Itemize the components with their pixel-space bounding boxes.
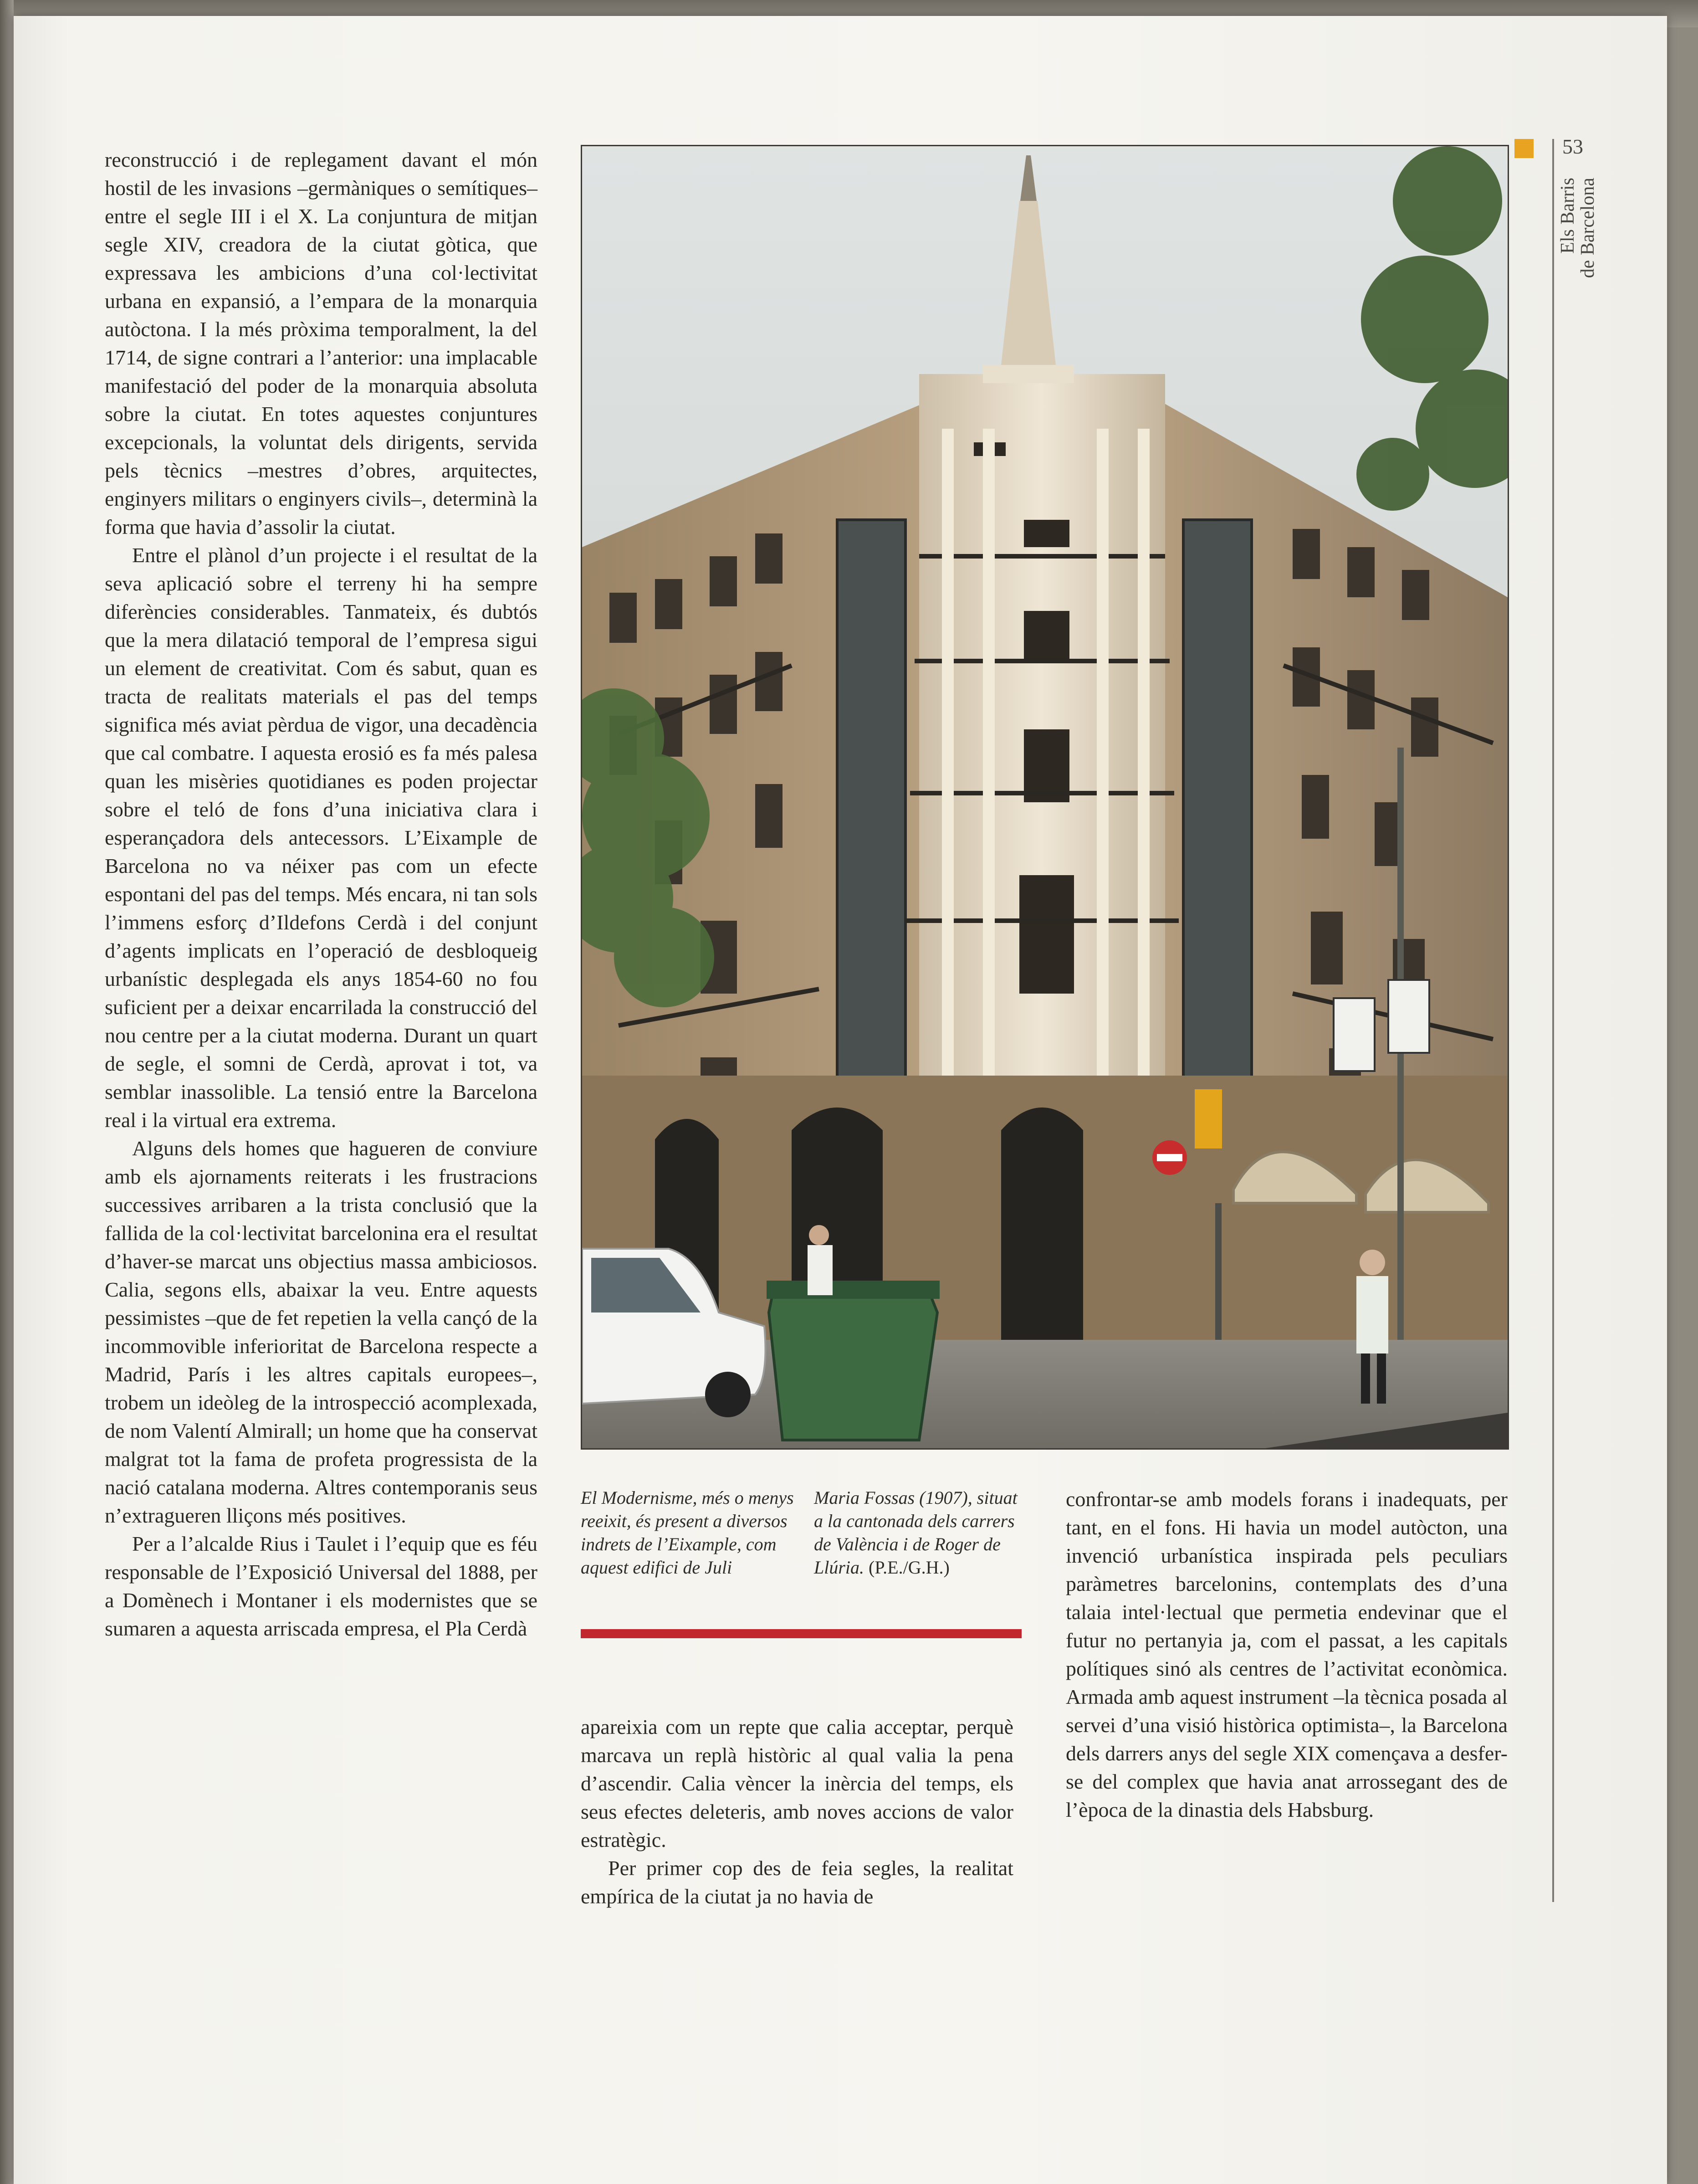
- text-column-2: [581, 1713, 1013, 1911]
- paragraph: apareixia com un repte que calia acceptar, perquè marcava un replà històric al qual valia la pena d’ascendir. Calia vèncer la inèrcia del temps, els seus efectes deleteris, amb noves accions de valor estratègic.: [581, 1715, 1013, 1851]
- running-title: [1558, 178, 1599, 305]
- photo-caption-part-2: [814, 1486, 1028, 1579]
- photo-caption-part-1: El Modernisme, més o menys reeixit, és present a diversos indrets de l’Eixample, com aquest edifici de Juli: [581, 1487, 794, 1578]
- margin-rule: [1552, 139, 1554, 1902]
- building-photo: [581, 145, 1509, 1450]
- running-title-line-2: de Barcelona: [1577, 178, 1598, 278]
- paragraph: confrontar-se amb models forans i inadequats, per tant, en el fons. Hi havia un model autòcton, una invenció urbanística inspirada pels peculiars paràmetres barcelonins, contemplats des d’una talaia intel·lectual que permetia endevinar que el futur no pertanyia ja, com el passat, a les capitals polítiques sinó als centres de l’activitat econòmica. Armada amb aquest instrument –la tècnica posada al servei d’una visió històrica optimista–, la Barcelona dels darrers anys del segle XIX començava a desfer-se del complex que havia anat arrossegant des de l’època de la dinastia dels Habsburg.: [1066, 1487, 1508, 1821]
- paragraph: Entre el plànol d’un projecte i el resultat de la seva aplicació sobre el terreny hi ha sempre diferències considerables. Tanmateix, és dubtós que la mera dilatació temporal de l’empresa sigui un element de creativitat. Com és sabut, quan es tracta de realitats materials el pas del temps significa més aviat pèrdua de vigor, una decadència que cal combatre. I aquesta erosió es fa més palesa quan les misèries quotidianes es poden projectar sobre el teló de fons d’una iniciativa clara i esperançadora dels antecessors. L’Eixample de Barcelona no va néixer pas com un efecte espontani del pas del temps. Més encara, ni tan sols l’immens esforç d’Ildefons Cerdà i del conjunt d’agents implicats en l’operació de desbloqueig urbanístic desplegada els anys 1854-60 no fou suficient per a deixar encarrilada la construcció del nou centre per a la ciutat moderna. Durant un quart de segle, el somni de Cerdà, aprovat i tot, va semblar inassolible. La tensió entre la Barcelona real i la virtual era extrema.: [105, 543, 537, 1132]
- page-number: 53: [1562, 135, 1583, 158]
- paragraph: Per a l’alcalde Rius i Taulet i l’equip que es féu responsable de l’Exposició Universal del 1888, per a Domènech i Montaner i els modernistes que se sumaren a aquesta arriscada empresa, el Pla Cerdà: [105, 1532, 537, 1640]
- text-column-3: [1066, 1485, 1508, 1824]
- photo-credit: (P.E./G.H.): [869, 1557, 950, 1578]
- caption-text: Maria Fossas (1907), situat a la cantonada dels carrers de València i de Roger de Llúria.: [814, 1487, 1018, 1578]
- text-column-1: [105, 146, 537, 1643]
- accent-square: [1514, 139, 1534, 158]
- running-title-line-1: Els Barris: [1557, 178, 1578, 254]
- paragraph: Alguns dels homes que hagueren de conviure amb els ajornaments reiterats i les frustracions successives arribaren a la trista conclusió que la fallida de la col·lectivitat barcelonina era el resultat d’haver-se marcat uns objectius massa ambiciosos. Calia, segons ells, abaixar la veu. Entre aquests pessimistes –que de fet repetien la vella cançó de la incommovible inferioritat de Barcelona respecte a Madrid, París i les altres capitals europees–, trobem un ideòleg de la introspecció acomplexada, de nom Valentí Almirall; un home que ha conservat malgrat tot la fama de profeta progressista de la nació catalana moderna. Altres contemporanis seus n’extragueren lliçons més positives.: [105, 1137, 537, 1527]
- paragraph: reconstrucció i de replegament davant el món hostil de les invasions –germàniques o semítiques– entre el segle III i el X. La conjuntura de mitjan segle XIV, creadora de la ciutat gòtica, que expressava les ambicions d’una col·lectivitat urbana en expansió, a l’empara de la monarquia autòctona. I la més pròxima temporalment, la del 1714, de signe contrari a l’anterior: una implacable manifestació del poder de la monarquia absoluta sobre la ciutat. En totes aquestes conjuntures excepcionals, la voluntat dels dirigents, servida pels tècnics –mestres d’obres, arquitectes, enginyers militars o enginyers civils–, determinà la forma que havia d’assolir la ciutat.: [105, 148, 537, 538]
- paragraph: Per primer cop des de feia segles, la realitat empírica de la ciutat ja no havia de: [581, 1856, 1013, 1908]
- page-spine: [0, 0, 14, 2184]
- caption-rule: [581, 1629, 1022, 1638]
